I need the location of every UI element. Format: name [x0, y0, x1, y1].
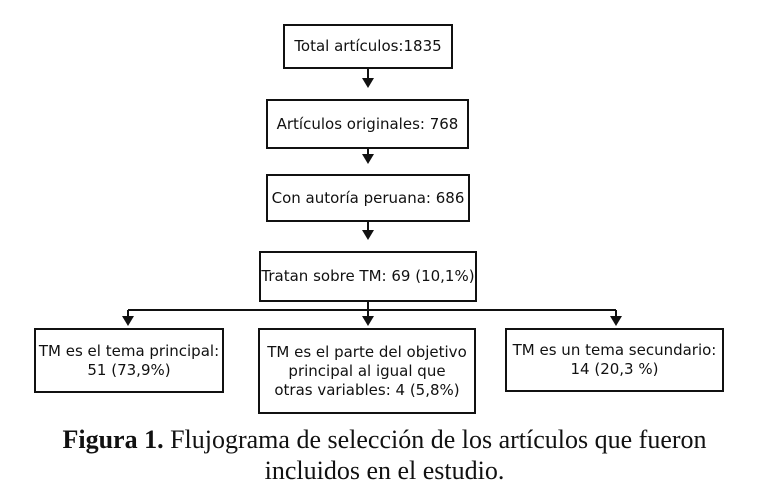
node-autoria-peruana — [266, 174, 470, 222]
arrowhead-3 — [362, 230, 374, 240]
node-total-articulos — [283, 24, 453, 69]
node-total-label: Total artículos:1835 — [294, 37, 442, 55]
node-tm-tema-secundario — [505, 328, 724, 392]
node-objetivo-label: TM es el parte del objetivo principal al igual que otras variables: 4 (5,8%) — [267, 342, 467, 399]
figure-caption-text: Flujograma de selección de los artículos que fueron incluidos en el estudio. — [170, 425, 707, 485]
node-peruana-label: Con autoría peruana: 686 — [271, 188, 465, 207]
arrowhead-left — [122, 316, 134, 326]
figure-caption-label: Figura 1. — [62, 425, 164, 454]
arrowhead-center — [362, 316, 374, 326]
node-secundario-label: TM es un tema secundario: 14 (20,3 %) — [512, 341, 717, 378]
arrowhead-1 — [362, 78, 374, 88]
node-originales-label: Artículos originales: 768 — [276, 114, 459, 133]
node-articulos-originales — [266, 99, 469, 149]
arrowhead-2 — [362, 154, 374, 164]
node-tm-tema-principal — [34, 328, 224, 393]
node-tm-label: Tratan sobre TM: 69 (10,1%) — [261, 267, 475, 285]
node-tratan-sobre-tm — [259, 251, 477, 302]
figure-caption — [0, 424, 769, 486]
node-tm-parte-objetivo — [258, 328, 476, 414]
arrowhead-right — [610, 316, 622, 326]
node-principal-label: TM es el tema principal: 51 (73,9%) — [38, 341, 220, 379]
